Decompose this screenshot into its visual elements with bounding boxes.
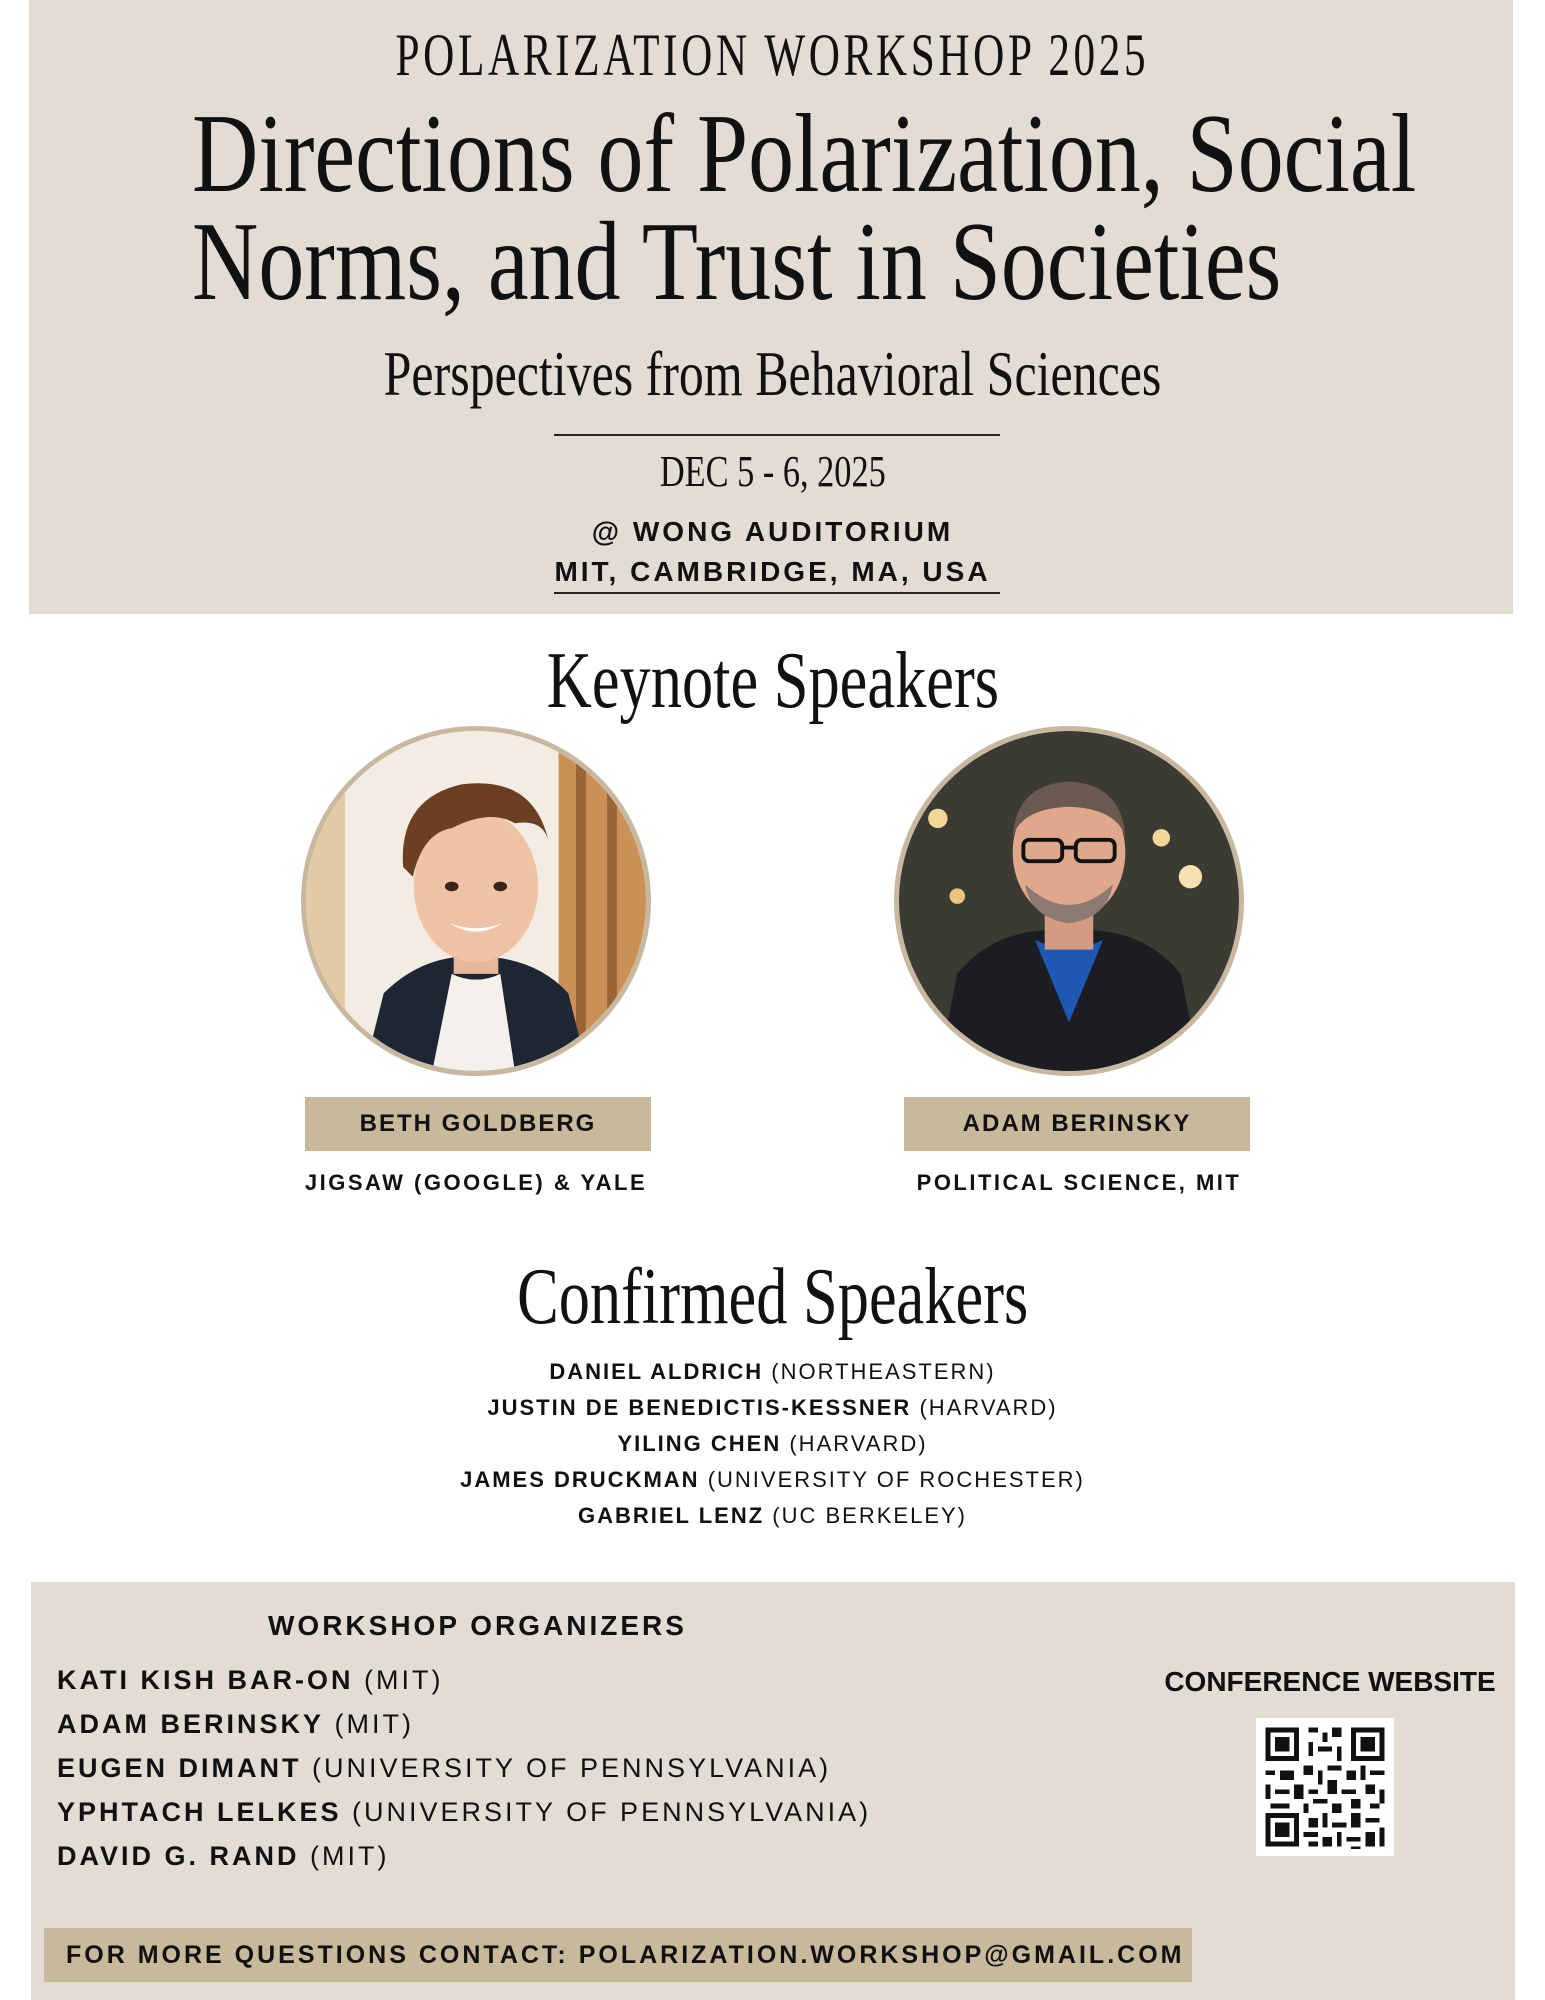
workshop-eyebrow <box>0 20 1545 90</box>
confirmed-heading-text: Confirmed Speakers <box>516 1253 1029 1341</box>
speaker-name: YILING CHEN <box>617 1431 782 1456</box>
contact-banner <box>44 1928 1192 1982</box>
list-item <box>57 1746 871 1790</box>
qr-code-icon[interactable] <box>1256 1718 1394 1856</box>
organizer-name: KATI KISH BAR-ON <box>57 1665 354 1695</box>
venue-line-2: MIT, CAMBRIDGE, MA, USA <box>554 556 991 587</box>
speaker-affiliation: (UC BERKELEY) <box>772 1503 967 1528</box>
divider-rule <box>554 434 1000 436</box>
speaker-affiliation: (HARVARD) <box>919 1395 1058 1420</box>
keynote-heading <box>0 634 1545 727</box>
event-subtitle-text: Perspectives from Behavioral Sciences <box>383 338 1162 409</box>
portrait-woman-image <box>306 731 646 1071</box>
list-item <box>0 1390 1545 1426</box>
list-item <box>57 1834 871 1878</box>
qr-code-graphic <box>1256 1718 1394 1856</box>
speaker-affiliation: (UNIVERSITY OF ROCHESTER) <box>707 1467 1085 1492</box>
list-item <box>57 1702 871 1746</box>
speaker-name: DANIEL ALDRICH <box>549 1359 764 1384</box>
speaker-name: GABRIEL LENZ <box>578 1503 765 1528</box>
organizers-heading: WORKSHOP ORGANIZERS <box>268 1610 687 1641</box>
organizer-name: ADAM BERINSKY <box>57 1709 325 1739</box>
keynote-photo-beth-goldberg <box>301 726 651 1076</box>
contact-text[interactable]: FOR MORE QUESTIONS CONTACT: POLARIZATION.WORKSHOP@GMAIL.COM <box>66 1940 1185 1969</box>
organizer-name: EUGEN DIMANT <box>57 1753 302 1783</box>
confirmed-heading <box>0 1250 1545 1343</box>
list-item <box>57 1790 871 1834</box>
organizer-affiliation: (UNIVERSITY OF PENNSYLVANIA) <box>312 1753 832 1783</box>
list-item <box>0 1354 1545 1390</box>
organizer-affiliation: (MIT) <box>310 1841 390 1871</box>
organizer-affiliation: (MIT) <box>334 1709 414 1739</box>
speaker-affiliation: (HARVARD) <box>789 1431 928 1456</box>
title-line-1: Directions of Polarization, Social <box>192 92 1417 216</box>
list-item <box>0 1462 1545 1498</box>
event-title <box>192 92 1492 324</box>
venue-line-1: @ WONG AUDITORIUM <box>591 516 954 547</box>
portrait-man-image <box>899 731 1239 1071</box>
keynote-affiliation-adam-berinsky: POLITICAL SCIENCE, MIT <box>916 1170 1242 1195</box>
list-item <box>57 1658 871 1702</box>
list-item <box>0 1426 1545 1462</box>
title-line-2: Norms, and Trust in Societies <box>192 200 1282 324</box>
list-item <box>0 1498 1545 1534</box>
speaker-name: JAMES DRUCKMAN <box>460 1467 700 1492</box>
event-subtitle <box>0 336 1545 411</box>
keynote-name-beth-goldberg: BETH GOLDBERG <box>305 1097 651 1151</box>
event-date <box>0 446 1545 497</box>
organizer-name: DAVID G. RAND <box>57 1841 300 1871</box>
confirmed-speaker-list <box>0 1354 1545 1534</box>
keynote-name-adam-berinsky: ADAM BERINSKY <box>904 1097 1250 1151</box>
organizer-name: YPHTACH LELKES <box>57 1797 342 1827</box>
event-date-text: DEC 5 - 6, 2025 <box>659 447 886 496</box>
organizer-affiliation: (UNIVERSITY OF PENNSYLVANIA) <box>352 1797 872 1827</box>
organizer-affiliation: (MIT) <box>364 1665 444 1695</box>
speaker-affiliation: (NORTHEASTERN) <box>771 1359 996 1384</box>
venue-underline <box>554 592 1000 594</box>
speaker-name: JUSTIN DE BENEDICTIS-KESSNER <box>487 1395 912 1420</box>
conference-website-label: CONFERENCE WEBSITE <box>1164 1666 1496 1697</box>
keynote-photo-adam-berinsky <box>894 726 1244 1076</box>
workshop-eyebrow-text: POLARIZATION WORKSHOP 2025 <box>395 22 1150 88</box>
keynote-affiliation-beth-goldberg: JIGSAW (GOOGLE) & YALE <box>304 1170 648 1195</box>
organizer-list <box>57 1658 871 1878</box>
keynote-heading-text: Keynote Speakers <box>546 637 999 725</box>
